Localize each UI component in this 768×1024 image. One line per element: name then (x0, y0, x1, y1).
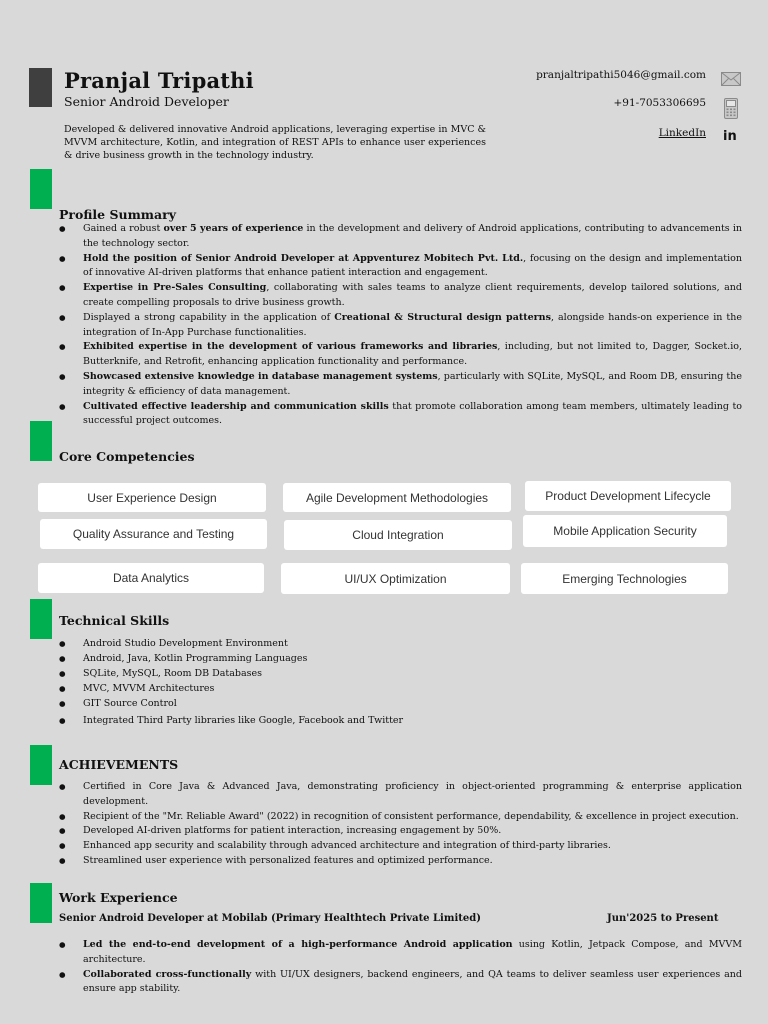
section-marker-profile (30, 169, 52, 209)
list-item: ● Recipient of the "Mr. Reliable Award" (2022) in recognition of consistent performance, dependability, & excellence in project execution. (58, 810, 742, 825)
intro-summary: Developed & delivered innovative Android applications, leveraging expertise in MVC & MVVM architecture, Kotlin, and integration of REST APIs to enhance user experiences & drive business growth in the technology industry. (64, 124, 486, 161)
section-title-technical-skills: Technical Skills (59, 613, 170, 628)
list-item: ● Collaborated cross-functionally with UI/UX designers, backend engineers, and QA teams to deliver seamless user experiences and ensure app stability. (58, 968, 742, 998)
list-item: ● Integrated Third Party libraries like Google, Facebook and Twitter (58, 713, 742, 728)
list-item: ● Led the end-to-end development of a high-performance Android application using Kotlin, Jetpack Compose, and MVVM architecture. (58, 938, 742, 968)
profile-summary-list (58, 222, 742, 429)
achievements-list (58, 780, 742, 869)
list-item: ● Hold the position of Senior Android Developer at Appventurez Mobitech Pvt. Ltd., focusing on the design and implementation of innovative AI-driven platforms that enhance patient interaction and engagement. (58, 252, 742, 282)
list-item: ● Android, Java, Kotlin Programming Languages (58, 651, 742, 666)
section-marker-work-experience (30, 883, 52, 923)
email-link[interactable]: pranjaltripathi5046@gmail.com (536, 69, 706, 81)
phone-icon (724, 98, 738, 119)
list-item: ● Developed AI-driven platforms for patient interaction, increasing engagement by 50%. (58, 824, 742, 839)
candidate-title: Senior Android Developer (64, 94, 229, 109)
competency-box: Mobile Application Security (523, 515, 727, 547)
list-item: ● Certified in Core Java & Advanced Java, demonstrating proficiency in object-oriented programming & enterprise application development. (58, 780, 742, 810)
competency-box: Cloud Integration (284, 520, 512, 550)
job-dates: Jun'2025 to Present (607, 913, 719, 924)
list-item: ● Android Studio Development Environment (58, 636, 742, 651)
linkedin-link[interactable]: LinkedIn (658, 127, 706, 139)
phone-number: +91-7053306695 (613, 97, 706, 109)
mail-icon (721, 72, 741, 86)
section-title-profile-summary: Profile Summary (59, 207, 176, 222)
job-title: Senior Android Developer at Mobilab (Primary Healthtech Private Limited) (59, 913, 481, 924)
candidate-name: Pranjal Tripathi (64, 68, 254, 93)
list-item: ● Streamlined user experience with personalized features and optimized performance. (58, 854, 742, 869)
section-marker-technical-skills (30, 599, 52, 639)
competency-box: Product Development Lifecycle (525, 481, 731, 511)
list-item: ● SQLite, MySQL, Room DB Databases (58, 666, 742, 681)
list-item: ● Exhibited expertise in the development of various frameworks and libraries, including, but not limited to, Dagger, Socket.io, Butterknife, and Retrofit, enhancing application functionality and performance. (58, 340, 742, 370)
list-item: ● Displayed a strong capability in the application of Creational & Structural design patterns, alongside hands-on experience in the integration of In-App Purchase functionalities. (58, 311, 742, 341)
list-item: ● Enhanced app security and scalability through advanced architecture and integration of third-party libraries. (58, 839, 742, 854)
list-item: ● Cultivated effective leadership and communication skills that promote collaboration among team members, ultimately leading to successful project outcomes. (58, 400, 742, 430)
section-title-core-competencies: Core Competencies (59, 449, 195, 464)
competency-box: Data Analytics (38, 563, 264, 593)
competency-box: UI/UX Optimization (281, 563, 510, 594)
section-marker-competencies (30, 421, 52, 461)
competency-box: Quality Assurance and Testing (40, 519, 267, 549)
competency-box: Agile Development Methodologies (283, 483, 511, 512)
list-item: ● GIT Source Control (58, 696, 742, 711)
competency-box: User Experience Design (38, 483, 266, 512)
section-title-achievements: ACHIEVEMENTS (59, 757, 179, 772)
list-item: ● Gained a robust over 5 years of experience in the development and delivery of Android applications, contributing to advancements in the technology sector. (58, 222, 742, 252)
linkedin-icon[interactable]: in (723, 129, 737, 144)
section-marker-achievements (30, 745, 52, 785)
competency-box: Emerging Technologies (521, 563, 728, 594)
technical-skills-list (58, 636, 742, 728)
work-experience-list (58, 938, 742, 997)
list-item: ● Showcased extensive knowledge in database management systems, particularly with SQLite, MySQL, and Room DB, ensuring the integrity & efficiency of data management. (58, 370, 742, 400)
list-item: ● Expertise in Pre-Sales Consulting, collaborating with sales teams to analyze client requirements, develop tailored solutions, and create compelling proposals to drive business growth. (58, 281, 742, 311)
list-item: ● MVC, MVVM Architectures (58, 681, 742, 696)
header-accent-bar (29, 68, 52, 107)
section-title-work-experience: Work Experience (59, 890, 178, 905)
